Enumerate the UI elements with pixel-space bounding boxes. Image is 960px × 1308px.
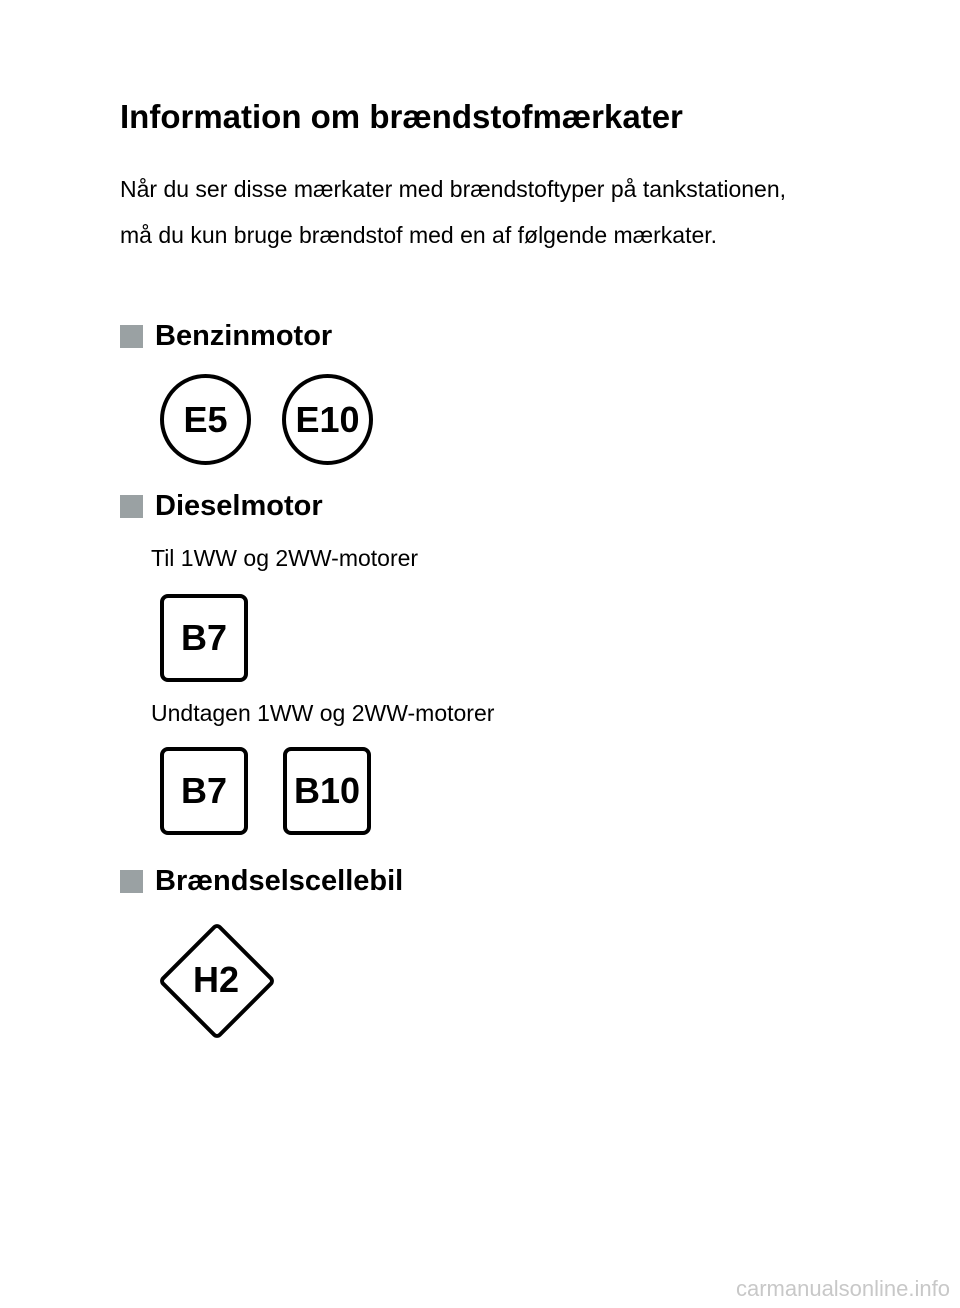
diesel-subtitle-1: Til 1WW og 2WW-motorer [151,545,419,571]
fuel-label-h2 [156,920,276,1040]
page-title: Information om brændstofmærkater [120,98,683,135]
square-bullet-icon [120,325,143,348]
fuel-label-b7: B7 [160,747,248,835]
diesel-subtitle-2: Undtagen 1WW og 2WW-motorer [151,700,495,726]
fuel-label-h2-text: H2 [192,959,240,1000]
section-fuelcell-header [120,865,403,898]
section-title-fuelcell: Brændselscellebil [155,865,404,897]
fuel-label-e10: E10 [282,374,373,465]
section-title-benzin: Benzinmotor [155,320,333,352]
watermark: carmanualsonline.info [735,1276,950,1301]
square-bullet-icon [120,870,143,893]
fuel-label-e5: E5 [160,374,251,465]
square-bullet-icon [120,495,143,518]
section-diesel-header [120,490,323,523]
section-title-diesel: Dieselmotor [155,490,323,522]
intro-text: Når du ser disse mærkater med brændstoftyper på tankstationen, må du kun bruge brændstof med en af følgende mærkater. [120,176,787,248]
section-benzin-header [120,320,332,353]
fuel-label-b7: B7 [160,594,248,682]
fuel-label-b10: B10 [283,747,371,835]
